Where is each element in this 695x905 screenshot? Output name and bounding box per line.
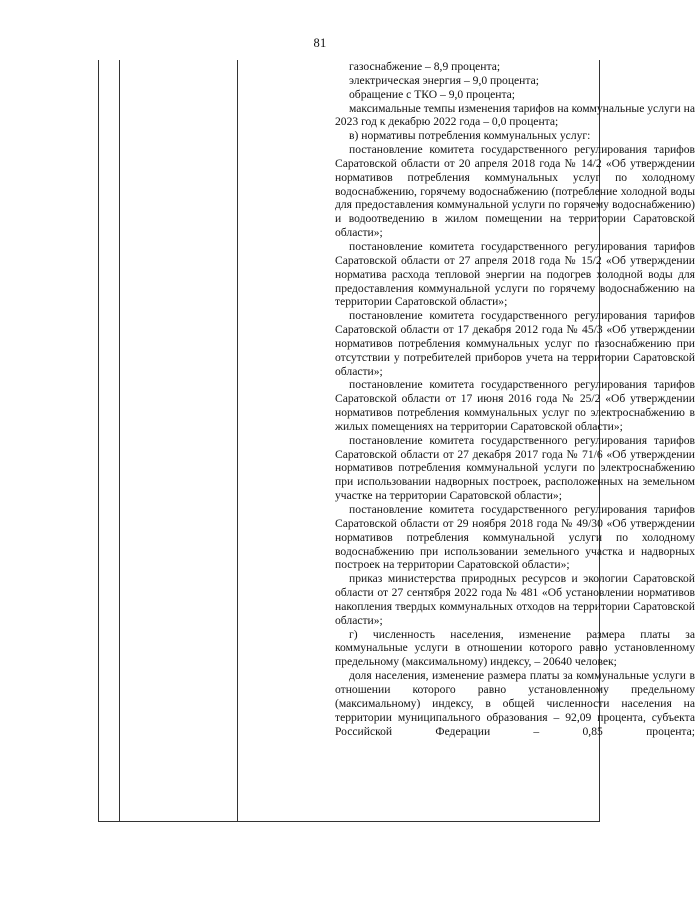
paragraph-resolution-25-2: постановление комитета государственного регулирования тарифов Саратовской области от 17 июня 2016 года № 25/2 «Об утверждении нормативов потребления коммунальных услуг по электроснабжению в жилых помещениях на территории Саратовской области»;: [335, 378, 695, 433]
paragraph-resolution-71-6: постановление комитета государственного регулирования тарифов Саратовской области от 27 декабря 2017 года № 71/6 «Об утверждении нормативов потребления коммунальной услуги по электроснабжению при использовании надворных построек, расположенных на земельном участке на территории Саратовской области»;: [335, 433, 695, 503]
table-column-divider-1: [119, 60, 120, 821]
paragraph-max-tariff-rates: максимальные темпы изменения тарифов на коммунальные услуги на 2023 год к декабрю 2022 года – 0,0 процента;: [335, 101, 695, 129]
paragraph-gas-supply: газоснабжение – 8,9 процента;: [349, 60, 501, 73]
paragraph-solid-waste: обращение с ТКО – 9,0 процента;: [349, 87, 516, 101]
paragraph-population-share: доля населения, изменение размера платы за коммунальные услуги в отношении которого равно установленному предельному (максимальному) индексу, в общей численности населения на территории муниципального образования – 92,09 процента, субъекта Российской Федерации – 0,85 процента;: [335, 669, 695, 738]
paragraph-resolution-49-30: постановление комитета государственного регулирования тарифов Саратовской области от 29 ноября 2018 года № 49/30 «Об утверждении нормативов потребления коммунальной услуги по холодному водоснабжению при использовании земельного участка и надворных построек на территории Саратовской области»;: [335, 503, 695, 572]
paragraph-electricity: электрическая энергия – 9,0 процента;: [349, 73, 539, 87]
paragraph-consumption-norms-heading: в) нормативы потребления коммунальных услуг:: [349, 129, 591, 143]
paragraph-resolution-45-3: постановление комитета государственного регулирования тарифов Саратовской области от 17 декабря 2012 года № 45/3 «Об утверждении нормативов потребления коммунальных услуг по газоснабжению при отсутствии у потребителей приборов учета на территории Саратовской области»;: [335, 309, 695, 378]
paragraph-resolution-14-2: постановление комитета государственного регулирования тарифов Саратовской области от 20 апреля 2018 года № 14/2 «Об утверждении нормативов потребления коммунальных услуг по холодному водоснабжению, горячему водоснабжению (потребление холодной воды для предоставления коммунальной услуги по горячему водоснабжению) и водоотведению в жилом помещении на территории Саратовской области»;: [335, 143, 695, 240]
paragraph-order-481: приказ министерства природных ресурсов и экологии Саратовской области от 27 сентября 2022 года № 481 «Об установлении нормативов накопления твердых коммунальных отходов на территории Саратовской области»;: [335, 572, 695, 627]
table-frame: [98, 60, 695, 822]
table-column-divider-2: [237, 60, 238, 821]
table-text-cell: [335, 60, 695, 738]
paragraph-resolution-15-2: постановление комитета государственного регулирования тарифов Саратовской области от 27 апреля 2018 года № 15/2 «Об утверждении норматива расхода тепловой энергии на подогрев холодной воды для предоставления коммунальной услуги по горячему водоснабжению на территории Саратовской области»;: [335, 239, 695, 309]
page-number: 81: [313, 36, 327, 50]
paragraph-population-count: г) численность населения, изменение размера платы за коммунальные услуги в отношении которого равно установленному предельному (максимальному) индексу, – 20640 человек;: [335, 627, 695, 669]
